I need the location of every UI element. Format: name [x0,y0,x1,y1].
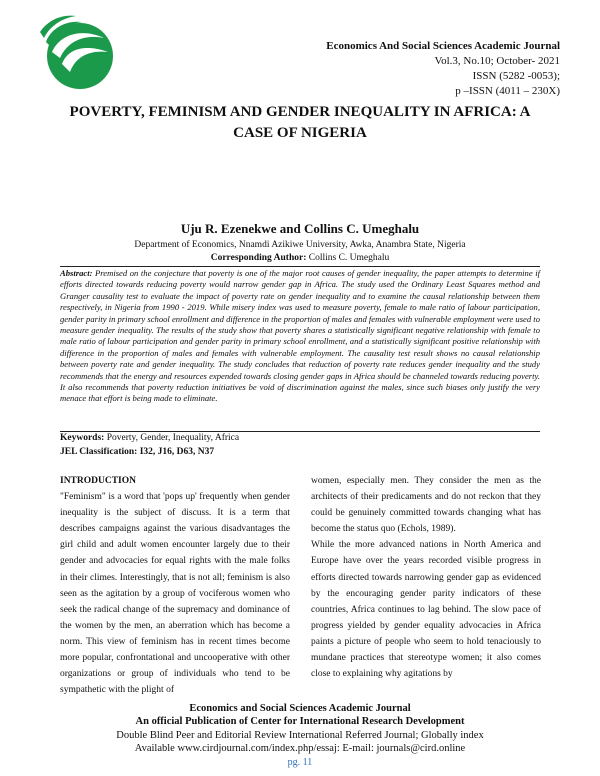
footer-review-note: Double Blind Peer and Editorial Review International Referred Journal; Globally index [116,729,484,741]
keywords-label: Keywords: [60,433,105,443]
journal-p-issn: p –ISSN (4011 – 230X) [455,85,560,97]
paper-authors: Uju R. Ezenekwe and Collins C. Umeghalu [180,221,420,236]
paper-title-line-1: POVERTY, FEMINISM AND GENDER INEQUALITY IN AFRICA: A [69,104,531,120]
page-number: pg. 11 [287,757,313,768]
body-paragraph: "Feminism" is a word that 'pops up' frequently when gender inequality is the subject of discuss. It is a term that describes campaigns against the various disadvantages the girl child and adult women encounter largely due to their gender and advocacies for equal rights with the male folks in their climes. Interestingly, that is not all; feminism is also seen as the agitation by a group of vociferous women who seek the radical change of the supremacy and dominance of the women by the men, an aberration which has become a norm. This view of feminism has in recent times become more popular, confrontational and uncooperative with other organizations or group of individuals who tend to be sympathetic with the plight of [60,492,290,696]
abstract [60,268,540,405]
body-paragraph: women, especially men. They consider the men as the architects of their predicaments and do not reckon that they could be genuinely committed towards changing what has become the status quo (Echols, 1989). [311,476,541,535]
abstract-top-rule [60,266,540,267]
journal-volume: Vol.3, No.10; October- 2021 [434,55,560,67]
author-affiliation: Department of Economics, Nnamdi Azikiwe University, Awka, Anambra State, Nigeria [134,240,466,250]
footer-publisher: An official Publication of Center for International Research Development [135,716,465,728]
abstract-text: Premised on the conjecture that poverty is one of the major root causes of gender inequality, the paper attempts to determine if efforts directed towards reducing poverty would narrow gender gap in Africa. The study used the Ordinary Least Squares method and Granger causality test to evaluate the impact of poverty rate on gender inequality and to examine the causal relationship between them respectively, in Nigeria from 1990 - 2019. While misery index was used to measure poverty, female to male ratio of labour participation, gender parity in primary school enrollment and difference in the proportion of males and females with vulnerable employment were used to measure gender inequality. The results of the study show that poverty shares a statistically significant negative relationship with female to male ratio of labour participation and gender parity in primary school enrollment, and a statistically significant positive relationship with difference in the proportion of males and females with vulnerable employment. The causality test result shows no causal relationship between poverty rate and gender inequality. The study concludes that reduction of poverty rate reduces gender inequality and the study recommends that the energy and resources expended towards closing gender gaps in Africa should be channeled towards reducing poverty. It also recommends that poverty reduction initiatives be void of discrimination against the males, since such biases only justify the very menace that effort is being made to eliminate. [60,268,540,404]
corresponding-author [40,253,560,263]
journal-logo-icon [38,12,118,92]
paper-title [40,102,560,144]
journal-issn: ISSN (5282 -0053); [472,70,560,82]
jel-label: JEL Classification: [60,447,138,457]
corresponding-author-name: Collins C. Umeghalu [306,253,390,263]
body-left-column [60,473,290,698]
corresponding-author-label: Corresponding Author: [210,253,307,263]
paper-title-line-2: CASE OF NIGERIA [233,125,367,141]
keywords [60,433,540,443]
page-footer [40,702,560,756]
body-paragraph: While the more advanced nations in North America and Europe have over the years recorded visible progress in efforts directed towards narrowing gender gap as evidenced by the encouraging gender parity indicators of these countries, Africa continues to lag behind. The slow pace of progress yielded by gender equality advocacies in Africa paints a picture of people who seem to hold tenaciously to mundane practices that stereotype women; it also comes close to explaining why agitations by [311,540,541,680]
keywords-text: Poverty, Gender, Inequality, Africa [104,433,240,443]
footer-journal-name: Economics and Social Sciences Academic Journal [189,703,411,714]
body-right-column [311,473,541,682]
abstract-label: Abstract: [60,268,93,278]
journal-name: Economics And Social Sciences Academic Journal [326,40,560,52]
jel-codes: I32, J16, D63, N37 [137,447,215,457]
jel-classification [60,447,540,457]
footer-availability[interactable]: Available www.cirdjournal.com/index.php/essaj: E-mail: journals@cird.online [134,743,466,755]
abstract-bottom-rule [60,431,540,432]
section-heading-introduction: INTRODUCTION [60,476,137,486]
